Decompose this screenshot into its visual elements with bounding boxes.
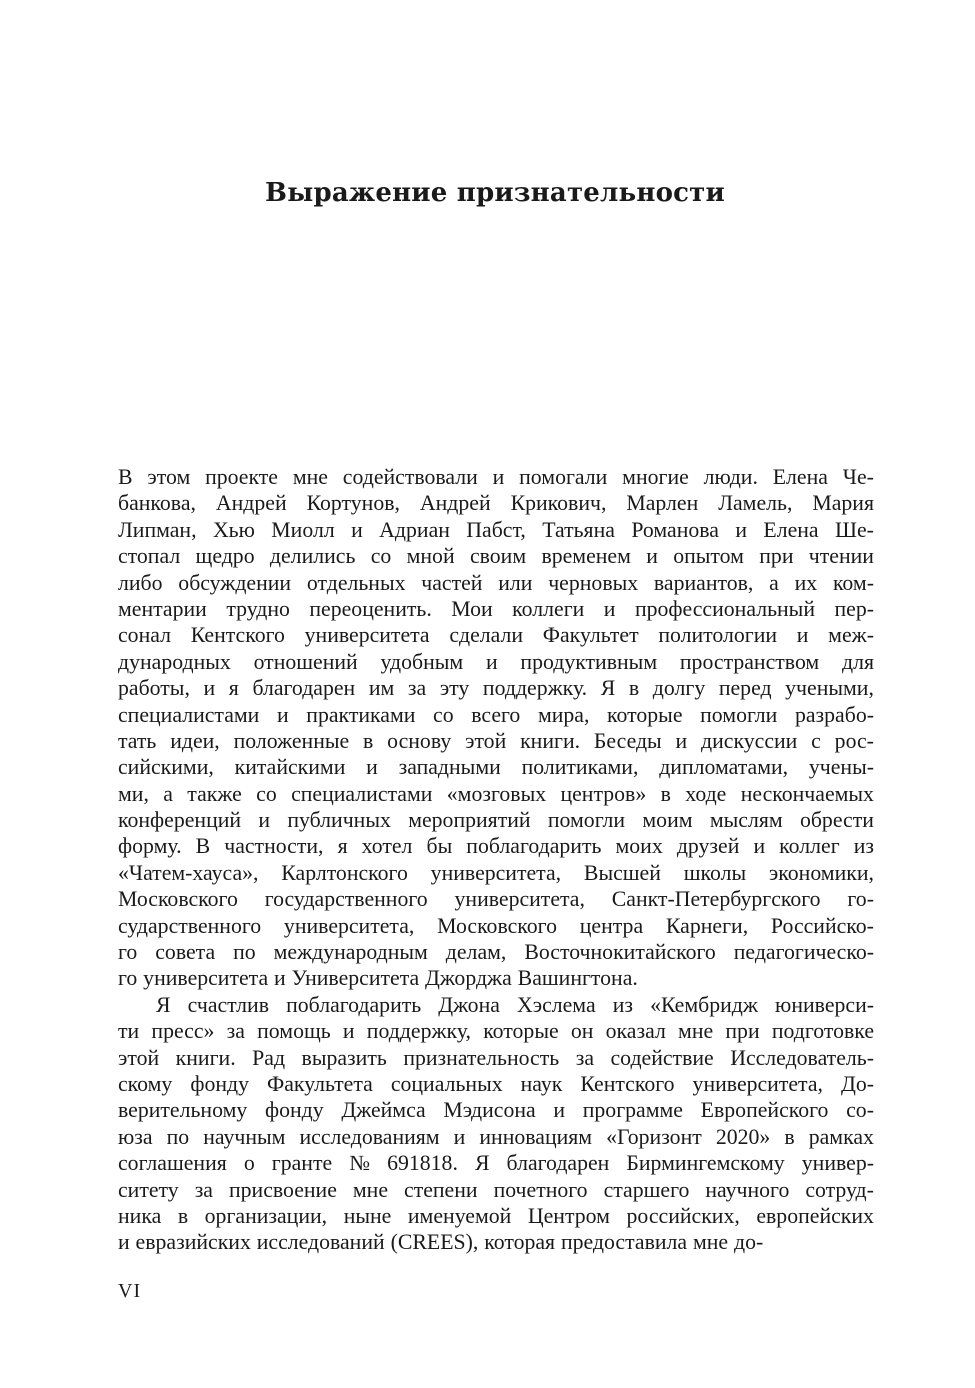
text-line: этой книги. Рад выразить признательность за содействие Исследователь- — [118, 1045, 874, 1070]
page-number: VI — [118, 1280, 142, 1302]
text-line: ника в организации, ныне именуемой Центром российских, европейских — [118, 1203, 874, 1228]
text-line: Я счастлив поблагодарить Джона Хэслема из «Кембридж юниверси- — [156, 992, 874, 1017]
text-line: сударственного университета, Московского центра Карнеги, Российско- — [118, 913, 874, 938]
text-line: ситету за присвоение мне степени почетного старшего научного сотруд- — [118, 1177, 874, 1202]
text-line: ментарии трудно переоценить. Мои коллеги и профессиональный пер- — [118, 596, 874, 621]
text-line: сонал Кентского университета сделали Факультет политологии и меж- — [118, 623, 874, 648]
text-line: соглашения о гранте № 691818. Я благодарен Бирмингемскому универ- — [118, 1151, 874, 1176]
text-line: В этом проекте мне содействовали и помогали многие люди. Елена Че- — [118, 465, 874, 489]
text-line: го совета по международным делам, Восточнокитайского педагогическо- — [118, 940, 874, 965]
text-line: тать идеи, положенные в основу этой книги. Беседы и дискуссии с рос- — [118, 728, 874, 753]
text-line: специалистами и практиками со всего мира, которые помогли разрабо- — [118, 702, 874, 727]
text-line: ми, а также со специалистами «мозговых центров» в ходе нескончаемых — [118, 781, 874, 806]
text-line: Липман, Хью Миолл и Адриан Пабст, Татьяна Романова и Елена Ше- — [118, 517, 874, 542]
text-line: ти пресс» за помощь и поддержку, которые он оказал мне при подготовке — [118, 1019, 874, 1044]
text-line: скому фонду Факультета социальных наук Кентского университета, До- — [118, 1071, 874, 1096]
text-line: и евразийских исследований (CREES), которая предоставила мне до- — [118, 1230, 764, 1255]
body-text — [118, 464, 874, 1256]
page-title: Выражение признательности — [265, 178, 725, 208]
text-line: юза по научным исследованиям и инновациям «Горизонт 2020» в рамках — [118, 1124, 874, 1149]
text-line: банкова, Андрей Кортунов, Андрей Крикович, Марлен Ламель, Мария — [118, 491, 874, 516]
text-line: го университета и Университета Джорджа Вашингтона. — [118, 966, 638, 991]
text-line: Московского государственного университета, Санкт-Петербургского го- — [118, 887, 874, 912]
text-line: работы, и я благодарен им за эту поддержку. Я в долгу перед учеными, — [118, 676, 874, 701]
text-line: стопал щедро делились со мной своим временем и опытом при чтении — [118, 544, 874, 569]
text-line: форму. В частности, я хотел бы поблагодарить моих друзей и коллег из — [118, 834, 874, 859]
text-line: сийскими, китайскими и западными политиками, дипломатами, учены- — [118, 755, 874, 780]
text-line: «Чатем-хауса», Карлтонского университета, Высшей школы экономики, — [118, 860, 874, 885]
text-line: конференций и публичных мероприятий помогли моим мыслям обрести — [118, 808, 874, 833]
paragraph — [118, 992, 874, 1256]
text-line: дународных отношений удобным и продуктивным пространством для — [118, 649, 874, 674]
text-line: верительному фонду Джеймса Мэдисона и программе Европейского со- — [118, 1098, 874, 1123]
paragraph — [118, 464, 874, 992]
text-line: либо обсуждении отдельных частей или черновых вариантов, а их ком- — [118, 570, 874, 595]
